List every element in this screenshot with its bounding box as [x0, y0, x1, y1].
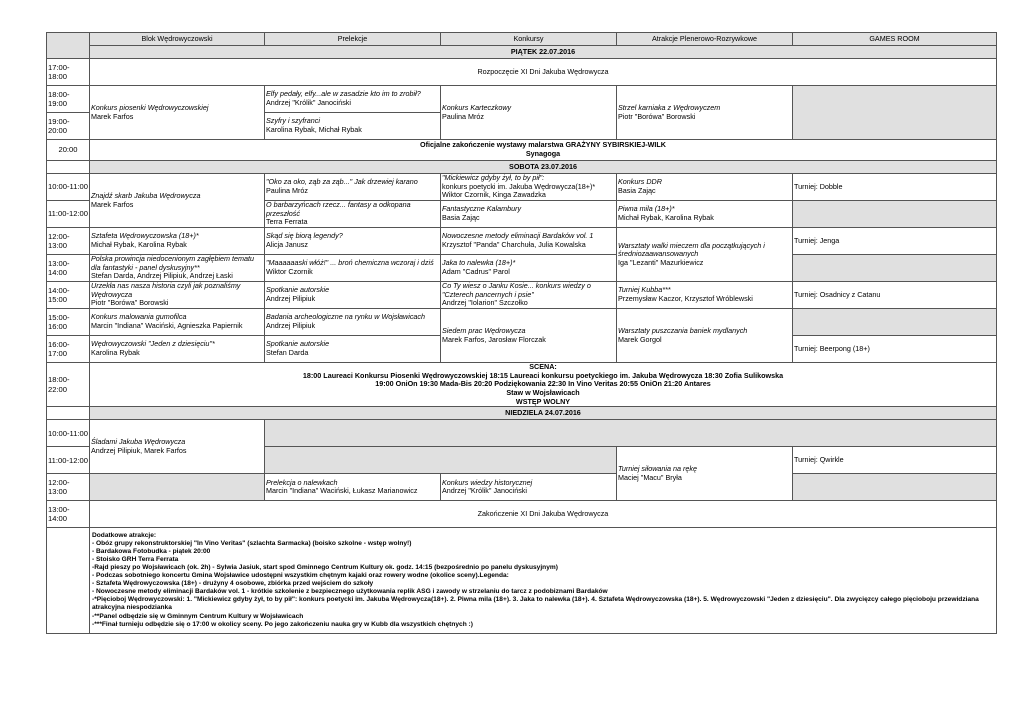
event-cell: [90, 309, 265, 336]
empty-cell: [793, 255, 997, 282]
event-title: Elfy pedały, elfy...ale w zasadzie kto im to zrobił?: [266, 89, 421, 99]
day-title-saturday: SOBOTA 23.07.2016: [90, 161, 997, 174]
event-cell: [265, 174, 441, 201]
event-title: Warsztaty walki mieczem dla początkujących i średniozaawansowanych: [618, 240, 765, 259]
event-person: Krzysztof "Panda" Charchuła, Julia Kowalska: [442, 240, 586, 249]
event-cell: [441, 309, 617, 363]
event-title: Nowoczesne metody eliminacji Bardaków vol. 1: [442, 231, 594, 241]
event-cell: [265, 255, 441, 282]
event-person: Andrzej Pilipiuk: [266, 321, 316, 330]
event-title: Konkurs DDR: [618, 177, 662, 187]
time-cell: 12:00-13:00: [47, 228, 90, 255]
time-cell: 11:00-12:00: [47, 447, 90, 474]
event-title: Piwna mila (18+)*: [618, 204, 675, 214]
event-cell: [617, 174, 793, 201]
day-title-friday: PIĄTEK 22.07.2016: [90, 46, 997, 59]
stage-line: 19:00 OniOn 19:30 Mada-Bis 20:20 Podziękowania 22:30 In Vino Veritas 20:55 OniOn 21:20 Antares: [375, 379, 711, 389]
closing-cell: Zakończenie XI Dni Jakuba Wędrowycza: [90, 501, 997, 528]
empty-cell: [90, 474, 265, 501]
notes-line: - Bardakowa Fotobudka - piątek 20:00: [92, 548, 211, 556]
time-cell: 18:00-19:00: [47, 86, 90, 113]
time-cell: 17:00-18:00: [47, 59, 90, 86]
header-prelekcje: Prelekcje: [265, 33, 441, 46]
time-cell: 19:00-20:00: [47, 113, 90, 140]
event-person: Wiktor Czornik: [266, 267, 313, 276]
time-cell: 13:00-14:00: [47, 255, 90, 282]
event-person: Marcin "Indiana" Waciński, Agnieszka Papiernik: [91, 321, 243, 330]
event-cell: [441, 255, 617, 282]
event-title: Sztafeta Wędrowyczowska (18+)*: [91, 231, 199, 241]
day-title-sunday: NIEDZIELA 24.07.2016: [90, 407, 997, 420]
time-cell: 10:00-11:00: [47, 174, 90, 201]
empty-cell: [793, 309, 997, 336]
event-cell: [90, 282, 265, 309]
event-person: Terra Ferrata: [266, 217, 308, 227]
empty-cell: [265, 447, 617, 474]
event-title: Jaka to nalewka (18+)*: [442, 258, 516, 268]
event-person: Paulina Mróz: [442, 111, 484, 121]
event-cell: [617, 228, 793, 282]
stage-entry: WSTĘP WOLNY: [515, 396, 571, 406]
event-title: Szyfry i szyfranci: [266, 116, 320, 126]
event-person: Andrzej Pilipiuk, Marek Farfos: [91, 445, 187, 455]
event-title: Badania archeologiczne na rynku w Wojsławicach: [266, 312, 426, 322]
event-subtitle: konkurs poetycki im. Jakuba Wędrowycza(18+)*: [442, 181, 596, 191]
header-atrakcje: Atrakcje Plenerowo-Rozrywkowe: [617, 33, 793, 46]
event-person: Alicja Janusz: [266, 240, 308, 249]
exhibition-title: Oficjalne zakończenie wystawy malarstwa GRAŻYNY SYBIRSKIEJ-WILK: [420, 140, 666, 150]
event-person: Basia Zając: [618, 186, 656, 195]
event-person: Marek Farfos: [91, 199, 134, 209]
event-cell: [617, 309, 793, 363]
time-cell: 11:00-12:00: [47, 201, 90, 228]
event-person: Karolina Rybak, Michał Rybak: [266, 125, 362, 134]
notes-line: - Podczas sobotniego koncertu Gmina Wojsławice udostępni wszystkim chętnym kajaki oraz rowery wodne (okolice sceny).Legenda:: [92, 572, 509, 580]
header-row: [47, 33, 997, 46]
event-title: Konkurs wiedzy historycznej: [442, 477, 533, 487]
notes-spacer: [47, 528, 90, 633]
event-cell: [90, 174, 265, 228]
event-person: Stefan Darda, Andrzej Pilipiuk, Andrzej Łaski: [91, 271, 233, 281]
event-person: Adam "Cadrus" Parol: [442, 267, 510, 276]
event-title: Śladami Jakuba Wędrowycza: [91, 437, 186, 447]
event-title: Spotkanie autorskie: [266, 285, 330, 295]
notes-line: -*Pięcioboj Wędrowyczowski: 1. "Mickiewicz gdyby żył, to by pił": konkurs poetycki im. Jakuba Wędrowycza(18+). 2. Piwna mila (18+). 3. Jaka to nalewka (18+). 4. Sztafeta Wędrowyczowska (18+). 5. Wędrowyczowski "Jeden z dziesięciu". Dla zwycięzcy całego pięcioboju przewidziana atrakcyjna niespodzianka: [92, 596, 979, 612]
event-person: Marek Farfos, Jarosław Florczak: [442, 334, 546, 344]
event-cell: [90, 86, 265, 140]
time-cell: 14:00-15:00: [47, 282, 90, 309]
event-person: Wiktor Czornik, Kinga Zawadzka: [442, 190, 546, 200]
event-title: "Maaaaaaski włóż!" ... broń chemiczna wczoraj i dziś: [266, 258, 434, 268]
games-cell: Turniej: Dobble: [793, 174, 997, 201]
empty-cell: [793, 86, 997, 140]
header-konkursy: Konkursy: [441, 33, 617, 46]
games-cell: Turniej: Beerpong (18+): [793, 336, 997, 363]
event-cell: [90, 228, 265, 255]
event-title: Fantastyczne Kalambury: [442, 204, 522, 214]
stage-place: Staw w Wojsławicach: [506, 387, 580, 397]
empty-cell: [793, 201, 997, 228]
event-person: Marek Farfos: [91, 111, 134, 121]
event-cell: [265, 113, 441, 140]
event-title: Polska prowincja niedocenionym zagłębiem tematu dla fantastyki - panel dyskusyjny**: [91, 254, 255, 272]
event-title: Turniej siłowania na rękę: [618, 464, 697, 474]
event-person: Stefan Darda: [266, 348, 309, 357]
time-cell: 20:00: [47, 140, 90, 161]
notes-line: Dodatkowe atrakcje:: [92, 532, 157, 540]
games-cell: Turniej: Jenga: [793, 228, 997, 255]
event-cell: [441, 174, 617, 201]
event-title: Konkurs Karteczkowy: [442, 102, 512, 112]
event-title: Warsztaty puszczania baniek mydlanych: [618, 325, 748, 335]
event-title: O barbarzyńcach rzecz... fantasy a odkopana przeszłość: [266, 200, 411, 218]
event-cell: [90, 255, 265, 282]
event-title: Strzel karniaka z Wędrowyczem: [618, 102, 721, 112]
event-title: Wędrowyczowski "Jeden z dziesięciu"*: [91, 339, 215, 349]
event-person: Andrzej "Królik" Janociński: [266, 98, 351, 107]
time-cell: 13:00-14:00: [47, 501, 90, 528]
time-cell: 10:00-11:00: [47, 420, 90, 447]
event-cell: [617, 201, 793, 228]
notes-line: - Nowoczesne metody eliminacji Bardaków vol. 1 - krótkie szkolenie z bezpiecznego użytkowania replik ASG i zawody w strzelaniu do tarcz z podobiznami Bardaków: [92, 588, 608, 596]
exhibition-place: Synagoga: [525, 149, 561, 158]
event-title: Konkurs piosenki Wędrowyczowskiej: [91, 102, 209, 112]
stage-title: SCENA:: [529, 362, 557, 371]
empty-cell: [793, 474, 997, 501]
event-cell: [265, 228, 441, 255]
empty-cell: [265, 420, 997, 447]
opening-cell: Rozpoczęcie XI Dni Jakuba Wędrowycza: [90, 59, 997, 86]
event-title: Prelekcja o nalewkach: [266, 477, 338, 487]
event-title: Spotkanie autorskie: [266, 339, 330, 349]
event-person: Piotr "Borówa" Borowski: [618, 111, 696, 121]
event-cell: [265, 309, 441, 336]
event-person: Michał Rybak, Karolina Rybak: [91, 240, 187, 249]
notes-cell: [90, 528, 997, 633]
games-cell: Turniej: Qwirkle: [793, 447, 997, 474]
event-cell: [90, 420, 265, 474]
event-cell: [265, 86, 441, 113]
event-cell: [441, 86, 617, 140]
event-cell: [265, 201, 441, 228]
time-cell: 16:00-17:00: [47, 336, 90, 363]
header-games-room: GAMES ROOM: [793, 33, 997, 46]
event-person: Paulina Mróz: [266, 186, 308, 195]
event-title: Co Ty wiesz o Janku Kosie... konkurs wiedzy o "Czterech pancernych i psie": [442, 281, 591, 299]
notes-line: -Rajd pieszy po Wojsławicach (ok. 2h) - Sylwia Jasiuk, start spod Gminnego Centrum Kultury ok. godz. 14:15 (bezpośrednio po panelu dyskusyjnym): [92, 564, 558, 572]
event-cell: [441, 282, 617, 309]
event-title: Siedem prac Wędrowycza: [442, 325, 526, 335]
event-person: Piotr "Borówa" Borowski: [91, 298, 169, 308]
event-person: Przemysław Kaczor, Krzysztof Wróblewski: [618, 294, 753, 303]
event-cell: [265, 282, 441, 309]
header-blok: Blok Wędrowyczowski: [90, 33, 265, 46]
event-person: Andrzej "Iolarion" Szczołko: [442, 298, 528, 308]
event-person: Basia Zając: [442, 213, 480, 222]
exhibition-cell: [90, 140, 997, 161]
notes-line: - Stoisko GRH Terra Ferrata: [92, 556, 179, 564]
event-title: Znajdź skarb Jakuba Wędrowycza: [91, 190, 201, 200]
event-cell: [90, 336, 265, 363]
stage-line: 18:00 Laureaci Konkursu Piosenki Wędrowyczowskiej 18:15 Laureaci konkursu poetyckiego im. Jakuba Wędrowycza 18:30 Zofia Sulikowska: [302, 370, 784, 380]
event-cell: [265, 474, 441, 501]
event-person: Maciej "Macu" Bryła: [618, 472, 682, 482]
stage-cell: [90, 363, 997, 407]
event-person: Andrzej Pilipiuk: [266, 294, 316, 303]
time-cell: 18:00-22:00: [47, 363, 90, 407]
event-cell: [441, 474, 617, 501]
event-title: Skąd się biorą legendy?: [266, 231, 343, 241]
event-person: Iga "Lezanti" Mazurkiewicz: [618, 257, 704, 267]
schedule-table: [46, 32, 997, 634]
notes-line: - Sztafeta Wędrowyczowska (18+) - drużyny 4 osobowe, zbiórka przed wejściem do szkoły: [92, 580, 374, 588]
event-cell: [441, 201, 617, 228]
event-cell: [617, 86, 793, 140]
event-title: Turniej Kubba***: [618, 285, 671, 295]
event-title: Urzekła nas nasza historia czyli jak poznaliśmy Wędrowycza: [91, 281, 241, 299]
event-cell: [617, 282, 793, 309]
event-title: "Oko za oko, ząb za ząb..." Jak drzewiej karano: [266, 177, 418, 187]
event-person: Marcin "Indiana" Waciński, Łukasz Marianowicz: [266, 486, 418, 496]
event-person: Karolina Rybak: [91, 348, 140, 357]
time-cell: 12:00-13:00: [47, 474, 90, 501]
event-title: "Mickiewicz gdyby żył, to by pił":: [442, 173, 545, 183]
notes-line: - Obóz grupy rekonstruktorskiej "In Vino Veritas" (szlachta Sarmacka) (boisko szkolne - wstęp wolny!): [92, 540, 412, 548]
corner-cell: [47, 33, 90, 59]
time-cell: 15:00-16:00: [47, 309, 90, 336]
event-person: Andrzej "Królik" Janociński: [442, 486, 527, 496]
event-cell: [265, 336, 441, 363]
event-person: Michał Rybak, Karolina Rybak: [618, 213, 714, 222]
event-cell: [441, 228, 617, 255]
notes-line: -**Panel odbędzie się w Gminnym Centrum Kultury w Wojsławicach: [92, 612, 304, 620]
event-cell: [617, 447, 793, 501]
games-cell: Turniej: Osadnicy z Catanu: [793, 282, 997, 309]
event-title: Konkurs malowania gumofilca: [91, 312, 187, 322]
event-person: Marek Gorgol: [618, 334, 662, 344]
notes-line: -***Finał turnieju odbędzie się o 17:00 w okolicy sceny. Po jego zakończeniu nauka gry w Kubb dla wszystkich chętnych :): [92, 620, 473, 628]
